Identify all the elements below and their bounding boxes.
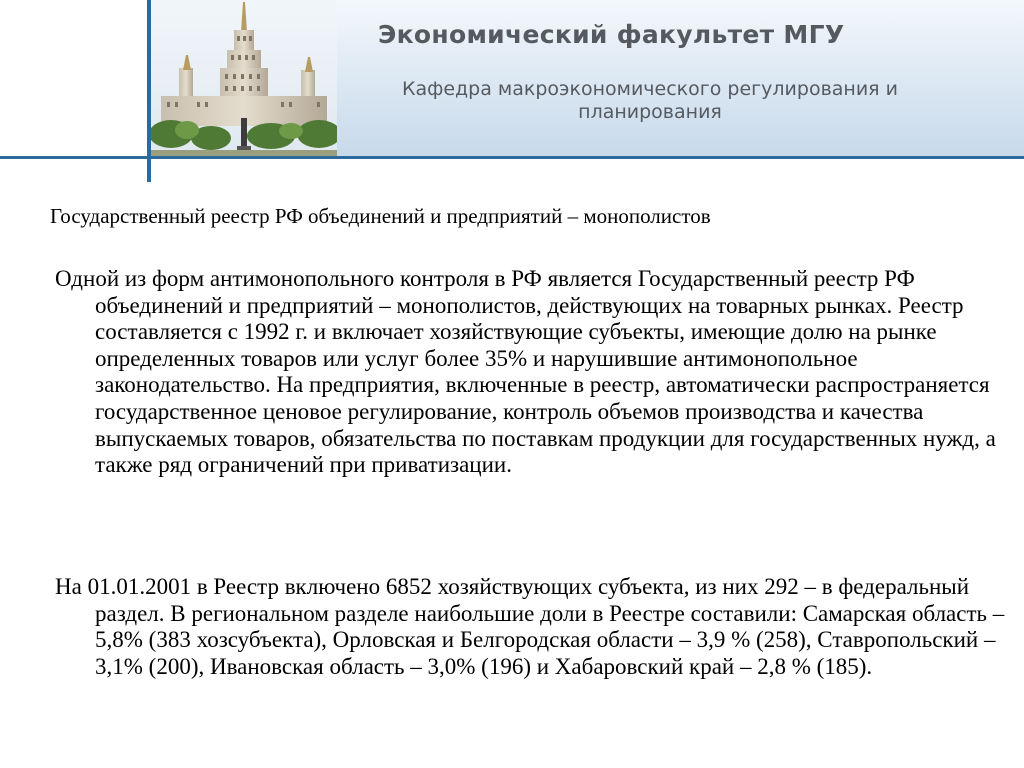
slide-title: Государственный реестр РФ объединений и предприятий – монополистов (50, 204, 711, 228)
body-paragraph: На 01.01.2001 в Реестр включено 6852 хозяйствующих субъекта, из них 292 – в федеральный раздел. В региональном разделе наибольшие доли в Реестре составили: Самарская область – 5,8% (383 хозсубъекта), Орловская и Белгородская области – 3,9 % (258), Ставропольский – 3,1% (200), Ивановская область – 3,0% (196) и Хабаровский край – 2,8 % (185). (55, 574, 1005, 679)
body-paragraph: Одной из форм антимонопольного контроля в РФ является Государственный реестр РФ объединений и предприятий – монополистов, действующих на товарных рынках. Реестр составляется с 1992 г. и включает хозяйствующие субъекты, имеющие долю на рынке определенных товаров или услуг более 35% и нарушившие антимонопольное законодательство. На предприятия, включенные в реестр, автоматически распространяется государственное ценовое регулирование, контроль объемов производства и качества выпускаемых товаров, обязательства по поставкам продукции для государственных нужд, а также ряд ограничений при приватизации. (55, 266, 996, 478)
header-divider-horizontal (0, 156, 1024, 159)
faculty-title: Экономический факультет МГУ (378, 20, 845, 49)
department-title: Кафедра макроэкономического регулирования и планирования (401, 78, 899, 123)
header-divider-vertical (147, 0, 151, 182)
msu-building-photo (151, 0, 337, 156)
header-banner (0, 0, 1024, 160)
